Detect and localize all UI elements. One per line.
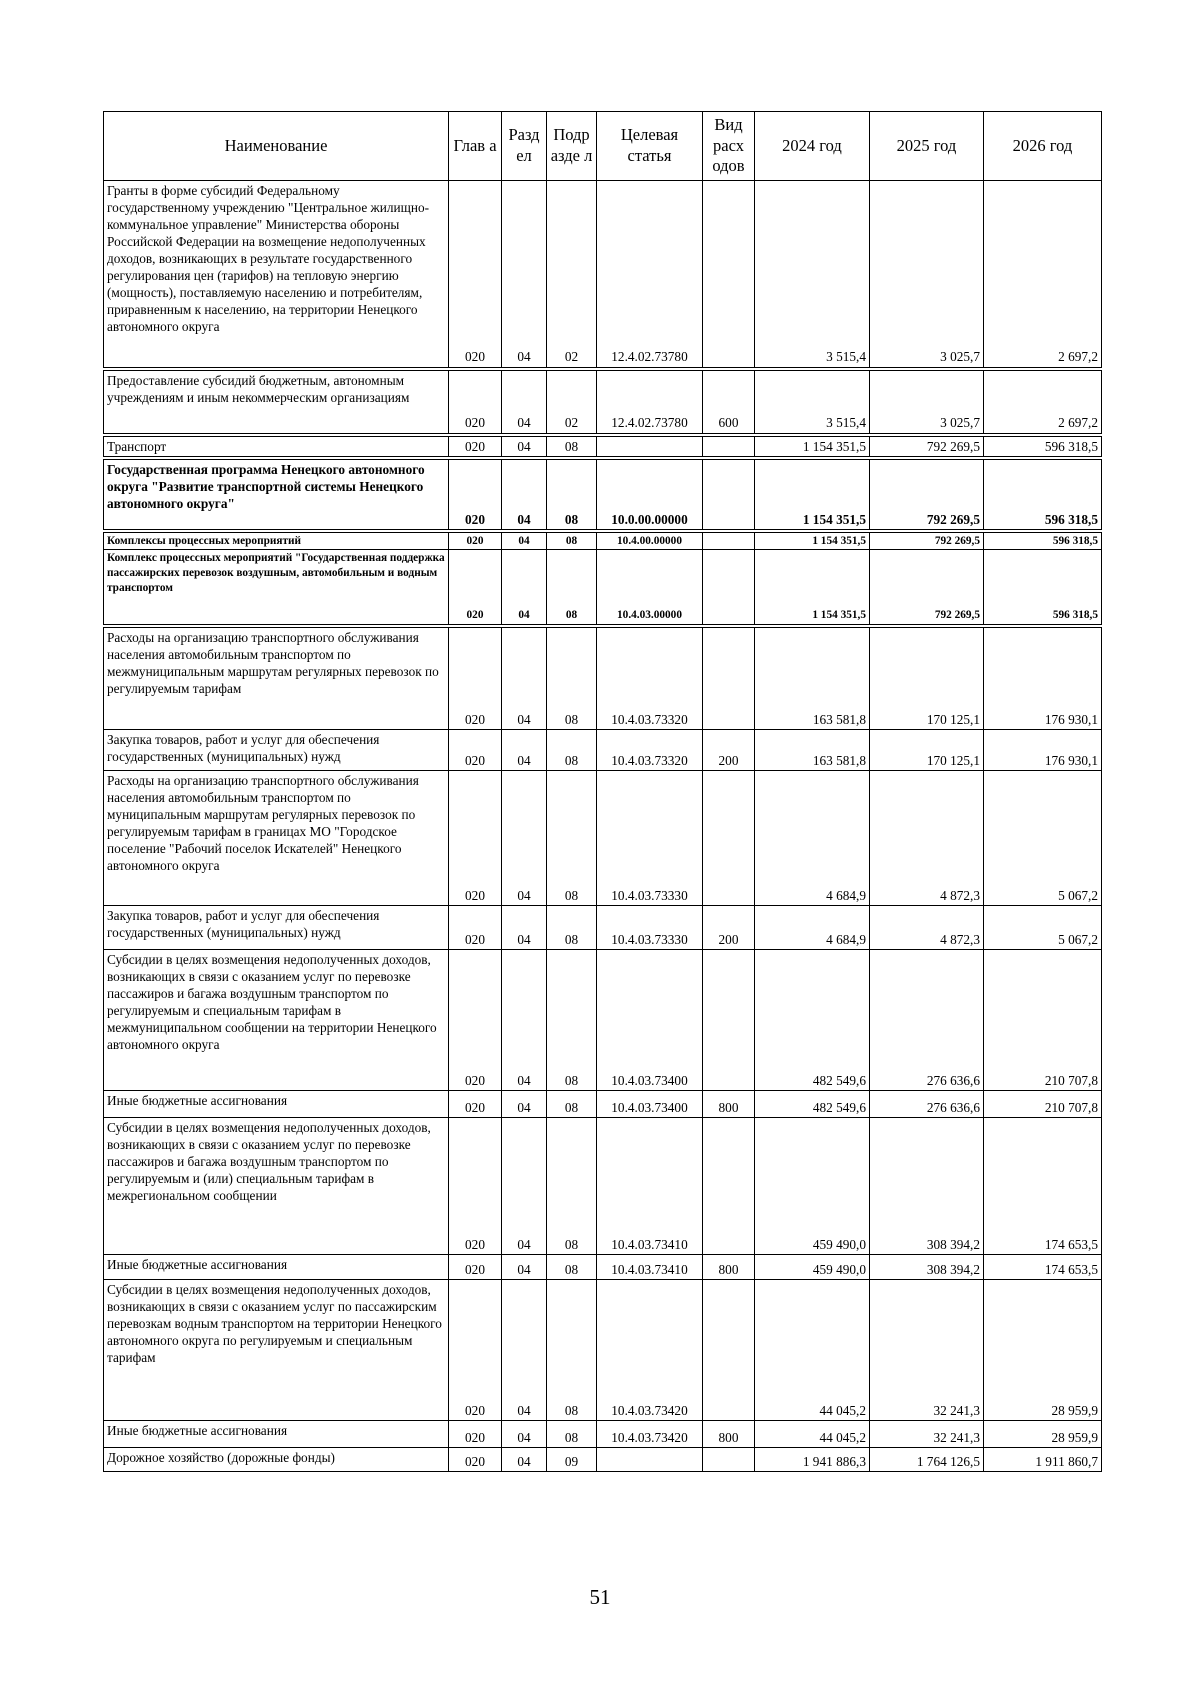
cell-podrazdel: 08 — [547, 550, 597, 626]
cell-glava: 020 — [449, 1255, 502, 1280]
cell-podrazdel: 08 — [547, 771, 597, 906]
cell-name: Субсидии в целях возмещения недополученных доходов, возникающих в связи с оказанием услуг по пассажирским перевозкам водным транспортом на территории Ненецкого автономного округа по регулируемым и специальным тарифам — [104, 1280, 449, 1421]
header-expense-type: Вид расх одов — [703, 112, 755, 181]
cell-2024: 482 549,6 — [755, 1091, 870, 1118]
cell-target-article: 10.4.03.73320 — [597, 730, 703, 771]
header-year-2025: 2025 год — [870, 112, 984, 181]
cell-expense-type — [703, 950, 755, 1091]
cell-name: Закупка товаров, работ и услуг для обеспечения государственных (муниципальных) нужд — [104, 730, 449, 771]
cell-2025: 32 241,3 — [870, 1280, 984, 1421]
cell-glava: 020 — [449, 1118, 502, 1255]
cell-2025: 792 269,5 — [870, 550, 984, 626]
cell-2026: 174 653,5 — [984, 1118, 1102, 1255]
cell-podrazdel: 08 — [547, 626, 597, 730]
cell-glava: 020 — [449, 181, 502, 369]
cell-expense-type: 600 — [703, 369, 755, 435]
cell-podrazdel: 08 — [547, 906, 597, 950]
cell-2025: 792 269,5 — [870, 435, 984, 458]
cell-glava: 020 — [449, 369, 502, 435]
cell-glava: 020 — [449, 531, 502, 550]
cell-glava: 020 — [449, 626, 502, 730]
cell-2024: 1 941 886,3 — [755, 1448, 870, 1472]
cell-target-article: 10.4.03.73400 — [597, 950, 703, 1091]
cell-podrazdel: 08 — [547, 435, 597, 458]
cell-2026: 210 707,8 — [984, 950, 1102, 1091]
cell-target-article: 10.4.03.73400 — [597, 1091, 703, 1118]
cell-podrazdel: 08 — [547, 1118, 597, 1255]
cell-target-article: 10.0.00.00000 — [597, 458, 703, 531]
table-header-row — [104, 112, 1102, 181]
cell-razdel: 04 — [502, 1448, 547, 1472]
cell-glava: 020 — [449, 1421, 502, 1448]
table-row — [104, 531, 1102, 550]
cell-podrazdel: 08 — [547, 1280, 597, 1421]
cell-2026: 596 318,5 — [984, 458, 1102, 531]
cell-target-article: 12.4.02.73780 — [597, 369, 703, 435]
cell-glava: 020 — [449, 550, 502, 626]
cell-razdel: 04 — [502, 950, 547, 1091]
table-row — [104, 369, 1102, 435]
cell-2024: 1 154 351,5 — [755, 550, 870, 626]
cell-podrazdel: 08 — [547, 1421, 597, 1448]
cell-razdel: 04 — [502, 435, 547, 458]
table-row — [104, 458, 1102, 531]
cell-razdel: 04 — [502, 181, 547, 369]
cell-2025: 308 394,2 — [870, 1118, 984, 1255]
cell-razdel: 04 — [502, 550, 547, 626]
header-target-article: Целевая статья — [597, 112, 703, 181]
cell-glava: 020 — [449, 435, 502, 458]
budget-table — [103, 111, 1102, 1472]
cell-2024: 4 684,9 — [755, 771, 870, 906]
cell-glava: 020 — [449, 771, 502, 906]
header-razdel: Разд ел — [502, 112, 547, 181]
cell-expense-type — [703, 771, 755, 906]
cell-2026: 28 959,9 — [984, 1280, 1102, 1421]
cell-razdel: 04 — [502, 369, 547, 435]
cell-name: Иные бюджетные ассигнования — [104, 1421, 449, 1448]
cell-expense-type — [703, 531, 755, 550]
cell-razdel: 04 — [502, 730, 547, 771]
table-row — [104, 1448, 1102, 1472]
cell-2026: 596 318,5 — [984, 550, 1102, 626]
cell-2024: 3 515,4 — [755, 181, 870, 369]
cell-expense-type — [703, 1448, 755, 1472]
table-row — [104, 435, 1102, 458]
cell-target-article: 10.4.03.00000 — [597, 550, 703, 626]
cell-razdel: 04 — [502, 771, 547, 906]
header-year-2024: 2024 год — [755, 112, 870, 181]
cell-2026: 5 067,2 — [984, 771, 1102, 906]
cell-target-article — [597, 1448, 703, 1472]
cell-2024: 1 154 351,5 — [755, 435, 870, 458]
cell-2025: 170 125,1 — [870, 626, 984, 730]
cell-target-article: 10.4.03.73420 — [597, 1421, 703, 1448]
cell-target-article: 10.4.03.73410 — [597, 1118, 703, 1255]
cell-2024: 482 549,6 — [755, 950, 870, 1091]
cell-expense-type — [703, 626, 755, 730]
cell-name: Комплексы процессных мероприятий — [104, 531, 449, 550]
cell-target-article: 10.4.03.73420 — [597, 1280, 703, 1421]
cell-2025: 170 125,1 — [870, 730, 984, 771]
cell-name: Транспорт — [104, 435, 449, 458]
table-row — [104, 1091, 1102, 1118]
cell-target-article: 12.4.02.73780 — [597, 181, 703, 369]
cell-2026: 596 318,5 — [984, 531, 1102, 550]
cell-name: Государственная программа Ненецкого автономного округа "Развитие транспортной системы Ненецкого автономного округа" — [104, 458, 449, 531]
cell-target-article: 10.4.03.73320 — [597, 626, 703, 730]
cell-name: Иные бюджетные ассигнования — [104, 1091, 449, 1118]
cell-2025: 3 025,7 — [870, 369, 984, 435]
cell-podrazdel: 02 — [547, 181, 597, 369]
cell-2024: 1 154 351,5 — [755, 458, 870, 531]
cell-expense-type: 800 — [703, 1091, 755, 1118]
table-row — [104, 1280, 1102, 1421]
cell-name: Субсидии в целях возмещения недополученных доходов, возникающих в связи с оказанием услуг по перевозке пассажиров и багажа воздушным транспортом по регулируемым и (или) специальным тарифам в межрегиональном сообщении — [104, 1118, 449, 1255]
cell-name: Закупка товаров, работ и услуг для обеспечения государственных (муниципальных) нужд — [104, 906, 449, 950]
cell-glava: 020 — [449, 950, 502, 1091]
cell-2026: 210 707,8 — [984, 1091, 1102, 1118]
cell-podrazdel: 08 — [547, 730, 597, 771]
cell-podrazdel: 09 — [547, 1448, 597, 1472]
cell-2025: 4 872,3 — [870, 771, 984, 906]
cell-2025: 276 636,6 — [870, 950, 984, 1091]
cell-target-article: 10.4.03.73330 — [597, 771, 703, 906]
cell-expense-type: 200 — [703, 730, 755, 771]
cell-target-article: 10.4.00.00000 — [597, 531, 703, 550]
cell-2026: 176 930,1 — [984, 626, 1102, 730]
cell-razdel: 04 — [502, 626, 547, 730]
table-row — [104, 730, 1102, 771]
cell-2026: 5 067,2 — [984, 906, 1102, 950]
cell-2024: 4 684,9 — [755, 906, 870, 950]
cell-2024: 44 045,2 — [755, 1280, 870, 1421]
cell-name: Комплекс процессных мероприятий "Государственная поддержка пассажирских перевозок воздушным, автомобильным и водным транспортом — [104, 550, 449, 626]
cell-name: Предоставление субсидий бюджетным, автономным учреждениям и иным некоммерческим организациям — [104, 369, 449, 435]
cell-2025: 276 636,6 — [870, 1091, 984, 1118]
cell-expense-type — [703, 1280, 755, 1421]
cell-razdel: 04 — [502, 1091, 547, 1118]
cell-podrazdel: 08 — [547, 1255, 597, 1280]
cell-name: Расходы на организацию транспортного обслуживания населения автомобильным транспортом по муниципальным маршрутам регулярных перевозок по регулируемым тарифам в границах МО "Городское поселение "Рабочий поселок Искателей" Ненецкого автономного округа — [104, 771, 449, 906]
table-row — [104, 906, 1102, 950]
cell-expense-type — [703, 181, 755, 369]
header-year-2026: 2026 год — [984, 112, 1102, 181]
cell-expense-type — [703, 458, 755, 531]
table-row — [104, 1255, 1102, 1280]
cell-expense-type — [703, 550, 755, 626]
cell-2026: 596 318,5 — [984, 435, 1102, 458]
cell-razdel: 04 — [502, 1118, 547, 1255]
cell-glava: 020 — [449, 730, 502, 771]
cell-2024: 44 045,2 — [755, 1421, 870, 1448]
cell-target-article — [597, 435, 703, 458]
cell-name: Гранты в форме субсидий Федеральному государственному учреждению "Центральное жилищно-коммунальное управление" Министерства обороны Российской Федерации на возмещение недополученных доходов, возникающих в результате государственного регулирования цен (тарифов) на тепловую энергию (мощность), поставляемую населению и потребителям, приравненным к населению, на территории Ненецкого автономного округа — [104, 181, 449, 369]
cell-expense-type: 800 — [703, 1421, 755, 1448]
cell-podrazdel: 08 — [547, 1091, 597, 1118]
cell-2025: 792 269,5 — [870, 458, 984, 531]
header-name: Наименование — [104, 112, 449, 181]
cell-target-article: 10.4.03.73410 — [597, 1255, 703, 1280]
cell-2025: 32 241,3 — [870, 1421, 984, 1448]
cell-expense-type: 800 — [703, 1255, 755, 1280]
cell-2025: 1 764 126,5 — [870, 1448, 984, 1472]
cell-razdel: 04 — [502, 531, 547, 550]
cell-razdel: 04 — [502, 1255, 547, 1280]
cell-name: Дорожное хозяйство (дорожные фонды) — [104, 1448, 449, 1472]
table-row — [104, 771, 1102, 906]
cell-glava: 020 — [449, 1091, 502, 1118]
cell-2024: 163 581,8 — [755, 730, 870, 771]
cell-podrazdel: 08 — [547, 950, 597, 1091]
cell-2026: 174 653,5 — [984, 1255, 1102, 1280]
cell-podrazdel: 02 — [547, 369, 597, 435]
cell-glava: 020 — [449, 458, 502, 531]
cell-razdel: 04 — [502, 1280, 547, 1421]
cell-2024: 459 490,0 — [755, 1255, 870, 1280]
cell-2024: 1 154 351,5 — [755, 531, 870, 550]
cell-expense-type — [703, 1118, 755, 1255]
cell-2026: 2 697,2 — [984, 369, 1102, 435]
header-podrazdel: Подр азде л — [547, 112, 597, 181]
cell-name: Иные бюджетные ассигнования — [104, 1255, 449, 1280]
header-glava: Глав а — [449, 112, 502, 181]
cell-glava: 020 — [449, 906, 502, 950]
table-row — [104, 1421, 1102, 1448]
cell-2026: 28 959,9 — [984, 1421, 1102, 1448]
cell-2025: 792 269,5 — [870, 531, 984, 550]
page-number: 51 — [589, 1585, 611, 1609]
table-row — [104, 550, 1102, 626]
cell-2024: 459 490,0 — [755, 1118, 870, 1255]
cell-2024: 3 515,4 — [755, 369, 870, 435]
table-row — [104, 626, 1102, 730]
table-row — [104, 181, 1102, 369]
cell-2025: 3 025,7 — [870, 181, 984, 369]
cell-2026: 2 697,2 — [984, 181, 1102, 369]
cell-2026: 176 930,1 — [984, 730, 1102, 771]
cell-name: Расходы на организацию транспортного обслуживания населения автомобильным транспортом по межмуниципальным маршрутам регулярных перевозок по регулируемым тарифам — [104, 626, 449, 730]
cell-razdel: 04 — [502, 906, 547, 950]
cell-name: Субсидии в целях возмещения недополученных доходов, возникающих в связи с оказанием услуг по перевозке пассажиров и багажа воздушным транспортом по регулируемым и специальным тарифам в межмуниципальном сообщении на территории Ненецкого автономного округа — [104, 950, 449, 1091]
cell-target-article: 10.4.03.73330 — [597, 906, 703, 950]
cell-glava: 020 — [449, 1280, 502, 1421]
table-row — [104, 1118, 1102, 1255]
cell-podrazdel: 08 — [547, 531, 597, 550]
cell-podrazdel: 08 — [547, 458, 597, 531]
cell-razdel: 04 — [502, 458, 547, 531]
cell-2025: 4 872,3 — [870, 906, 984, 950]
cell-2025: 308 394,2 — [870, 1255, 984, 1280]
cell-2026: 1 911 860,7 — [984, 1448, 1102, 1472]
cell-2024: 163 581,8 — [755, 626, 870, 730]
table-row — [104, 950, 1102, 1091]
cell-razdel: 04 — [502, 1421, 547, 1448]
cell-expense-type: 200 — [703, 906, 755, 950]
cell-glava: 020 — [449, 1448, 502, 1472]
cell-expense-type — [703, 435, 755, 458]
